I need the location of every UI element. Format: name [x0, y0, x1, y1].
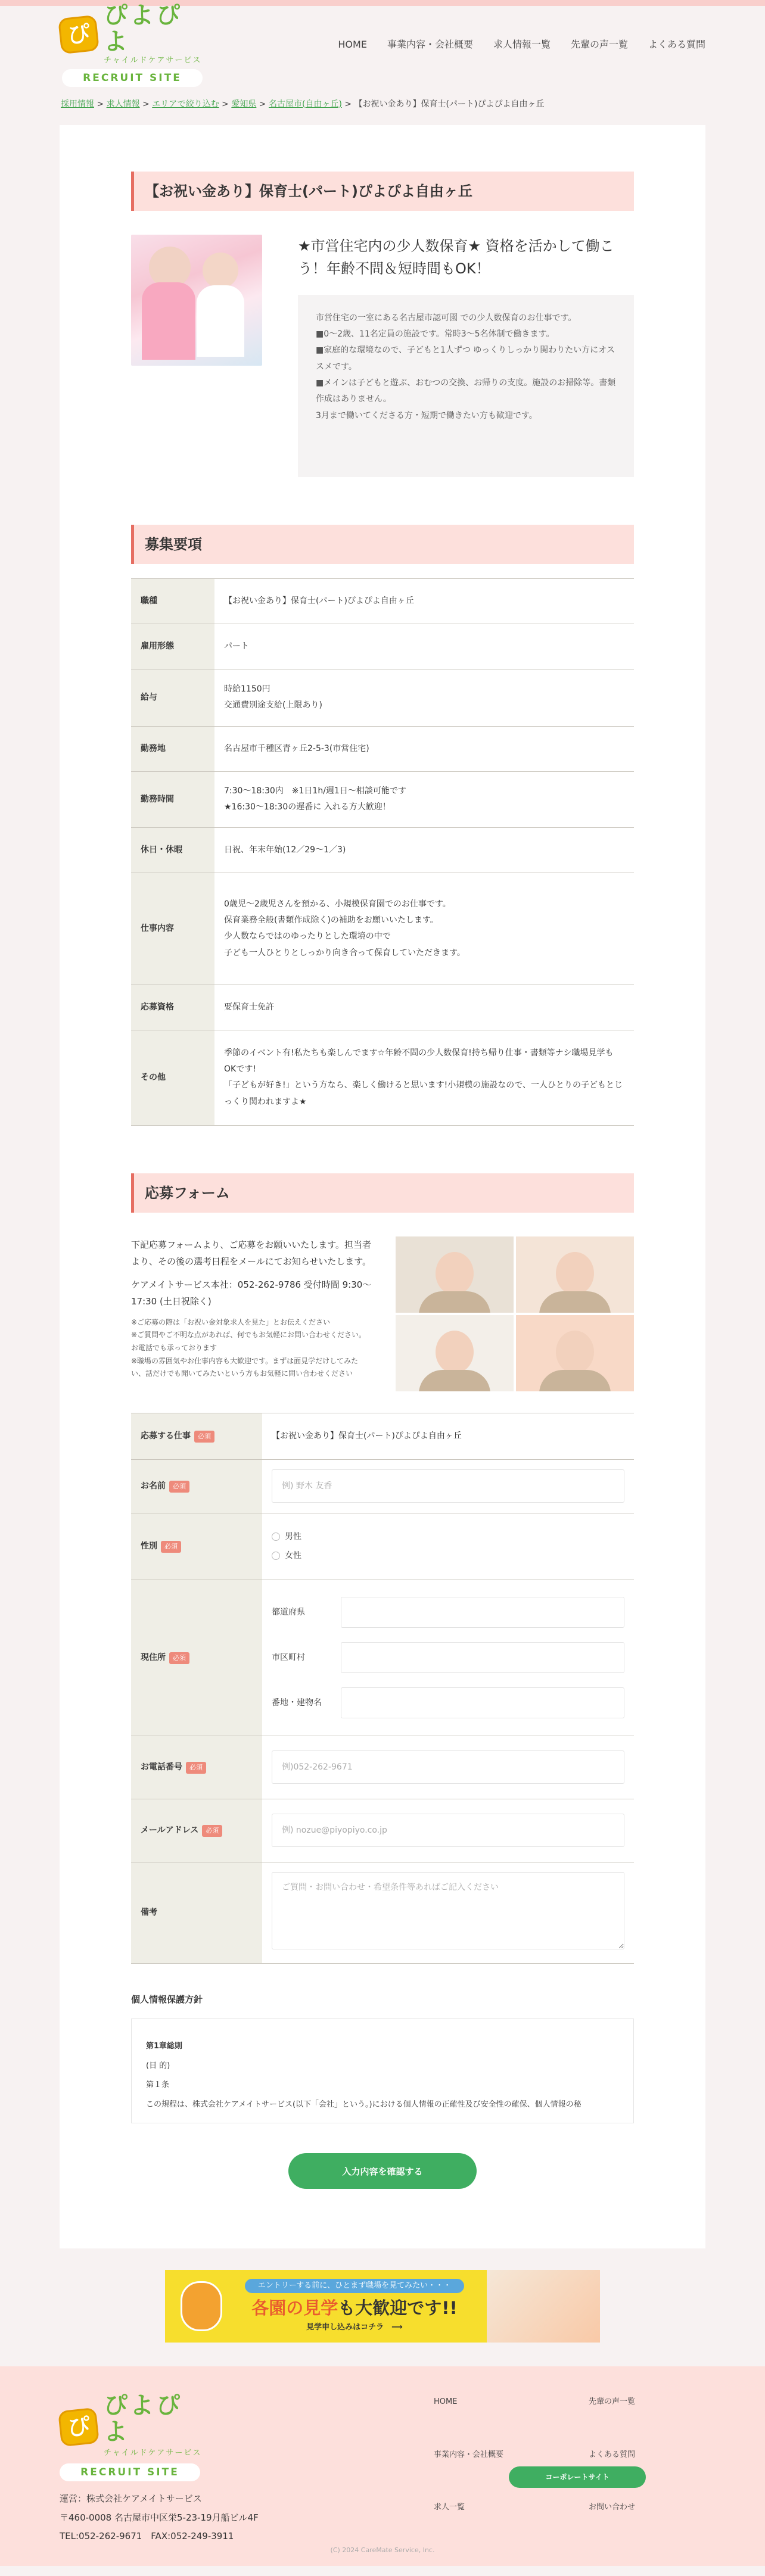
footer-operator: 運営：株式会社ケアメイトサービス: [60, 2493, 202, 2505]
site-logo[interactable]: [60, 2, 205, 88]
footer-logo[interactable]: ぴ ぴよぴよ チャイルドケアサービス RECRUIT SITE: [60, 2393, 205, 2481]
table-row: 勤務地 名古屋市千種区青ヶ丘2-5-3(市営住宅): [131, 726, 634, 771]
nav-faq[interactable]: よくある質問: [648, 39, 705, 51]
table-row: 応募資格 要保育士免許: [131, 985, 634, 1030]
corporate-site-button[interactable]: コーポレートサイト: [509, 2466, 646, 2488]
required-badge: 必須: [202, 1825, 222, 1837]
job-title: 【お祝い金あり】保育士(パート)ぴよぴよ自由ヶ丘: [131, 172, 634, 211]
name-input[interactable]: [272, 1469, 624, 1503]
city-input[interactable]: [341, 1642, 624, 1673]
table-row: 給与 時給1150円 交通費別途支給(上限あり): [131, 669, 634, 726]
form-contact: ケアメイトサービス本社：052-262-9786 受付時間 9:30～17:30 (土日祝除く): [131, 1279, 372, 1307]
prefecture-input[interactable]: [341, 1597, 624, 1628]
application-form: [131, 1413, 634, 1964]
table-row: 勤務時間 7:30～18:30内 ※1日1h/週1日～相談可能です ★16:30～18:30の遅番に 入れる方大歓迎！: [131, 771, 634, 827]
gender-male-radio[interactable]: 男性: [272, 1527, 624, 1546]
breadcrumb-current: 【お祝い金あり】保育士(パート)ぴよぴよ自由ヶ丘: [354, 99, 545, 109]
footer-link-company[interactable]: 事業内容・会社概要: [434, 2450, 504, 2459]
form-row: お電話番号 必須 例)052-262-9671: [131, 1736, 634, 1799]
table-row: 雇用形態 パート: [131, 624, 634, 669]
nav-voices[interactable]: 先輩の声一覧: [570, 39, 628, 51]
site-footer: [0, 2366, 765, 2566]
main-content: [60, 125, 705, 2248]
logo-mark: ぴ: [58, 2407, 99, 2447]
banner-main-text: も大歓迎です!!: [338, 2297, 458, 2318]
footer-tel: TEL:052-262-9671 FAX:052-249-3911: [60, 2531, 234, 2542]
breadcrumb-link[interactable]: 採用情報: [61, 99, 94, 109]
breadcrumb-link[interactable]: 求人情報: [106, 99, 140, 109]
logo-subtitle: チャイルドケアサービス: [104, 55, 202, 65]
form-intro: [131, 1236, 634, 1391]
nav-jobs[interactable]: 求人情報一覧: [493, 39, 551, 51]
breadcrumb-link[interactable]: エリアで絞り込む: [152, 99, 219, 109]
job-intro: [131, 235, 634, 477]
site-header: [0, 1, 765, 85]
table-row: 職種 【お祝い金あり】保育士(パート)ぴよぴよ自由ヶ丘: [131, 578, 634, 624]
job-description: 市営住宅の一室にある名古屋市認可園 での少人数保育のお仕事です。 ■0～2歳、11名定員の施設です。常時3～5名体制で働きます。 ■家庭的な環境なので、子どもと1人ずつ ゆっくりしっかり関わりたい方にオススメです。 ■メインは子どもと遊ぶ、おむつの交換、お帰りの支度。施設のお掃除等。書類作成はありません。 3月まで働いてくださる方・短期で働きたい方も歓迎です。: [298, 295, 634, 477]
banner-top-text: エントリーする前に、ひとまず職場を見てみたい・・・: [245, 2279, 464, 2293]
form-row: 備考 ご質問・お問い合わせ・希望条件等あればご記入ください: [131, 1862, 634, 1963]
staff-photo-collage: [396, 1236, 634, 1391]
table-row: その他 季節のイベント有!私たちも楽しんでます☆年齢不問の少人数保育!持ち帰り仕事・書類等ナシ職場見学もOKです! 「子どもが好き!」という方なら、楽しく働けると思います!小規模の施設なので、一人ひとりの子どもとじっくり関われますよ★: [131, 1030, 634, 1125]
job-catchcopy: ★市営住宅内の少人数保育★ 資格を活かして働こう！年齢不問＆短時間もOK！: [298, 238, 614, 278]
breadcrumb-link[interactable]: 名古屋市(自由ヶ丘): [268, 99, 342, 109]
breadcrumb: 採用情報 > 求人情報 > エリアで絞り込む > 愛知県 > 名古屋市(自由ヶ丘) > 【お祝い金あり】保育士(パート)ぴよぴよ自由ヶ丘: [61, 99, 545, 109]
privacy-title: 個人情報保護方針: [131, 1994, 203, 2005]
email-input[interactable]: [272, 1814, 624, 1847]
footer-link-home[interactable]: HOME: [434, 2397, 458, 2407]
breadcrumb-link[interactable]: 愛知県: [231, 99, 257, 109]
form-row: 応募する仕事 必須 【お祝い金あり】保育士(パート)ぴよぴよ自由ヶ丘: [131, 1413, 634, 1459]
footer-link-jobs[interactable]: 求人一覧: [434, 2503, 465, 2512]
required-badge: 必須: [194, 1431, 214, 1443]
table-row: 休日・休暇 日祝、年末年始(12／29～1／3): [131, 827, 634, 873]
logo-recruit-site: RECRUIT SITE: [62, 69, 203, 87]
copyright: (C) 2024 CareMate Service, Inc.: [330, 2546, 435, 2554]
global-nav: [338, 37, 705, 52]
form-intro-text: 下記応募フォームより、ご応募をお願いいたします。担当者より、その後の選考日程をメールにてお知らせいたします。: [131, 1239, 372, 1267]
footer-link-voices[interactable]: 先輩の声一覧: [589, 2397, 636, 2407]
note-textarea[interactable]: [272, 1872, 624, 1949]
recruit-table: [131, 578, 634, 1126]
nav-home[interactable]: HOME: [338, 39, 367, 51]
form-row: メールアドレス 必須 例) nozue@piyopiyo.co.jp: [131, 1799, 634, 1862]
chick-mascot-icon: [181, 2281, 222, 2331]
nav-company[interactable]: 事業内容・会社概要: [387, 39, 473, 51]
required-badge: 必須: [186, 1762, 206, 1774]
logo-mark: ぴ: [58, 15, 99, 54]
privacy-policy-box[interactable]: 第1章総則 (目 的) 第１条 この規程は、株式会社ケアメイトサービス(以下「会社」という。)における個人情報の正確性及び安全性の確保、個人情報の秘: [131, 2019, 634, 2123]
banner-main-highlight: 各園の見学: [251, 2297, 338, 2318]
recruit-heading: 募集要項: [131, 525, 634, 564]
required-badge: 必須: [161, 1541, 181, 1553]
footer-address: 〒460-0008 名古屋市中区栄5-23-19月船ビル4F: [60, 2512, 259, 2523]
form-row: 性別 必須 男性 女性: [131, 1513, 634, 1580]
confirm-button[interactable]: 入力内容を確認する: [288, 2153, 477, 2189]
form-row: お名前 必須 例) 野木 友香: [131, 1459, 634, 1513]
logo-name: ぴよぴよ: [104, 1, 183, 55]
job-photo: [131, 235, 262, 366]
phone-input[interactable]: [272, 1750, 624, 1784]
street-input[interactable]: [341, 1687, 624, 1718]
required-badge: 必須: [169, 1652, 189, 1664]
job-value: 【お祝い金あり】保育士(パート)ぴよぴよ自由ヶ丘: [262, 1413, 634, 1459]
footer-link-contact[interactable]: お問い合わせ: [589, 2503, 636, 2512]
form-notes: ※ご応募の際は「お祝い金対象求人を見た」とお伝えください ※ご質問やご不明な点があれば、何でもお気軽にお問い合わせください。お電話でも承っております ※職場の雰囲気やお仕事内容も大歓迎です。まずは面見学だけしてみたい、話だけでも聞いてみたいという方もお気軽に問い合わせください: [131, 1317, 366, 1378]
tour-banner[interactable]: [165, 2270, 600, 2343]
banner-photo: [487, 2270, 600, 2343]
footer-link-faq[interactable]: よくある質問: [589, 2450, 636, 2459]
banner-cta: 見学申し込みはコチラ ⟶: [306, 2322, 403, 2332]
required-badge: 必須: [169, 1481, 189, 1493]
form-heading: 応募フォーム: [131, 1173, 634, 1213]
table-row: 仕事内容 0歳児～2歳児さんを預かる、小規模保育園でのお仕事です。 保育業務全般(書類作成除く)の補助をお願いいたします。 少人数ならではのゆったりとした環境の中で 子ども一人ひとりとしっかり向き合って保育していただきます。: [131, 873, 634, 985]
gender-female-radio[interactable]: 女性: [272, 1546, 624, 1565]
form-row: 現住所 必須 都道府県 市区町村 番地・建物名: [131, 1580, 634, 1736]
